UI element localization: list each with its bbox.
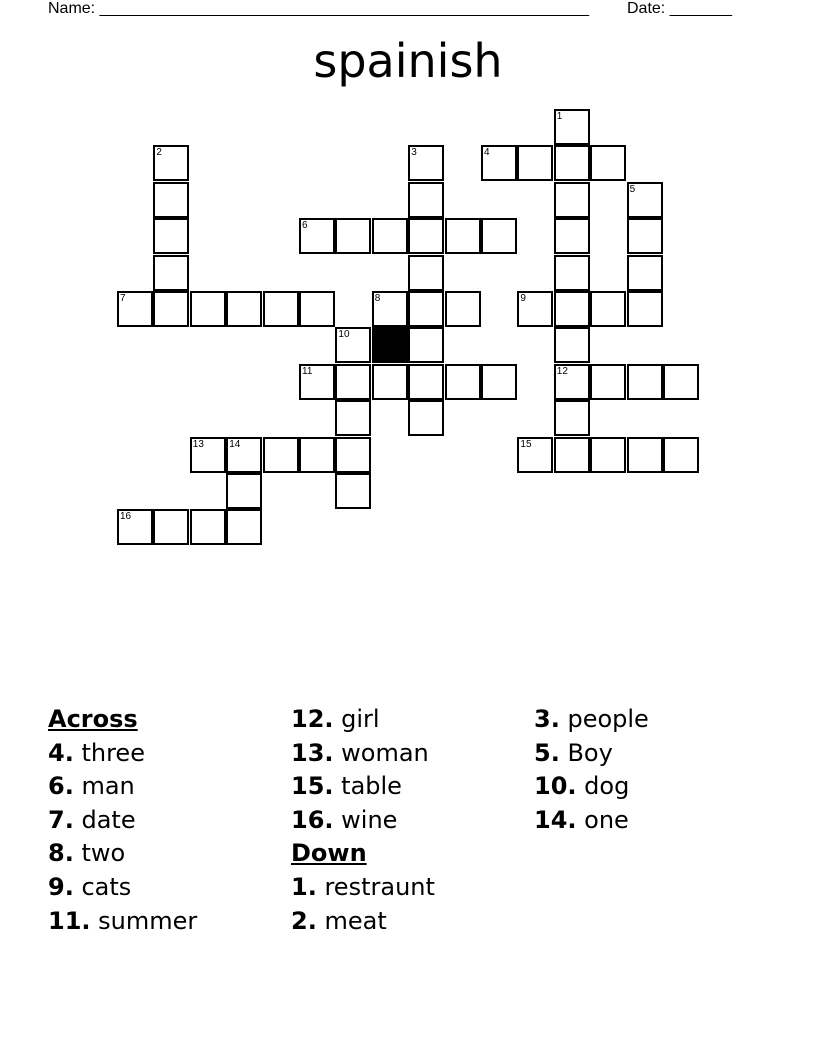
- grid-cell[interactable]: [190, 291, 226, 327]
- clue-number: 2: [156, 147, 162, 159]
- clue-across-7: 7. date: [48, 805, 136, 834]
- clue-down-5: 5. Boy: [534, 738, 613, 767]
- grid-cell[interactable]: [408, 145, 444, 181]
- grid-cell[interactable]: [517, 145, 553, 181]
- clue-number: 13: [192, 438, 204, 450]
- clue-number: 15: [520, 438, 532, 450]
- grid-cell[interactable]: [299, 291, 335, 327]
- grid-cell[interactable]: [408, 327, 444, 363]
- clue-number: 4: [484, 147, 490, 159]
- grid-cell[interactable]: [408, 400, 444, 436]
- grid-cell[interactable]: [554, 400, 590, 436]
- across-heading: Across: [48, 705, 138, 733]
- grid-cell[interactable]: [372, 218, 408, 254]
- grid-block: [372, 327, 408, 363]
- grid-cell[interactable]: [590, 364, 626, 400]
- grid-cell[interactable]: [445, 291, 481, 327]
- clue-across-12: 12. girl: [291, 705, 380, 733]
- clue-down-10: 10. dog: [534, 772, 630, 801]
- grid-cell[interactable]: [335, 473, 371, 509]
- clue-number: 1: [556, 111, 563, 122]
- grid-cell[interactable]: [226, 473, 262, 509]
- clue-across-6: 6. man: [48, 772, 135, 801]
- clue-across-11: 11. summer: [48, 906, 198, 935]
- grid-cell[interactable]: [627, 291, 663, 327]
- grid-cell[interactable]: [408, 291, 444, 327]
- clue-number: 16: [120, 511, 132, 523]
- grid-cell[interactable]: [335, 218, 371, 254]
- grid-cell[interactable]: [627, 364, 663, 400]
- clue-number: 6: [302, 220, 308, 232]
- clue-number: 8: [374, 293, 381, 304]
- grid-cell[interactable]: [153, 145, 189, 181]
- grid-cell[interactable]: [299, 364, 335, 400]
- grid-cell[interactable]: [372, 364, 408, 400]
- grid-cell[interactable]: [554, 327, 590, 363]
- grid-cell[interactable]: [445, 218, 481, 254]
- clue-column-1: [48, 703, 197, 938]
- grid-cell[interactable]: [408, 182, 444, 218]
- grid-cell[interactable]: [554, 145, 590, 181]
- grid-cell[interactable]: [226, 437, 262, 473]
- clue-column-3: [534, 703, 649, 837]
- grid-cell[interactable]: [627, 437, 663, 473]
- grid-cell[interactable]: [590, 145, 626, 181]
- grid-cell[interactable]: [299, 218, 335, 254]
- grid-cell[interactable]: [627, 255, 663, 291]
- grid-cell[interactable]: [554, 255, 590, 291]
- grid-cell[interactable]: [190, 509, 226, 545]
- grid-cell[interactable]: [117, 509, 153, 545]
- clue-number: 14: [229, 438, 241, 450]
- grid-cell[interactable]: [554, 109, 590, 145]
- grid-cell[interactable]: [517, 437, 553, 473]
- grid-cell[interactable]: [408, 364, 444, 400]
- clue-across-15: 15. table: [291, 772, 402, 801]
- grid-cell[interactable]: [263, 291, 299, 327]
- grid-cell[interactable]: [590, 437, 626, 473]
- clue-down-3: 3. people: [534, 705, 649, 733]
- date-field: Date: _______: [627, 0, 732, 17]
- puzzle-title: spainish: [313, 34, 503, 88]
- grid-cell[interactable]: [226, 291, 262, 327]
- grid-cell[interactable]: [153, 509, 189, 545]
- grid-cell[interactable]: [554, 182, 590, 218]
- grid-cell[interactable]: [299, 437, 335, 473]
- grid-cell[interactable]: [226, 509, 262, 545]
- name-field: Name: _______________________________________________________: [48, 0, 589, 17]
- grid-cell[interactable]: [590, 291, 626, 327]
- clue-down-1: 1. restraunt: [291, 872, 435, 901]
- grid-cell[interactable]: [153, 182, 189, 218]
- clue-number: 12: [556, 365, 568, 377]
- grid-cell[interactable]: [663, 364, 699, 400]
- down-heading: Down: [291, 839, 367, 868]
- clue-number: 7: [120, 293, 126, 304]
- grid-cell[interactable]: [372, 291, 408, 327]
- grid-cell[interactable]: [445, 364, 481, 400]
- grid-cell[interactable]: [554, 291, 590, 327]
- clue-column-2: [291, 703, 435, 938]
- grid-cell[interactable]: [263, 437, 299, 473]
- grid-cell[interactable]: [408, 218, 444, 254]
- clue-number: 3: [411, 147, 417, 159]
- grid-cell[interactable]: [335, 327, 371, 363]
- grid-cell[interactable]: [153, 218, 189, 254]
- clue-across-4: 4. three: [48, 738, 145, 767]
- grid-cell[interactable]: [335, 437, 371, 473]
- grid-cell[interactable]: [663, 437, 699, 473]
- clue-down-14: 14. one: [534, 805, 629, 834]
- grid-cell[interactable]: [481, 145, 517, 181]
- grid-cell[interactable]: [117, 291, 153, 327]
- grid-cell[interactable]: [335, 400, 371, 436]
- grid-cell[interactable]: [408, 255, 444, 291]
- grid-cell[interactable]: [190, 437, 226, 473]
- clue-number: 5: [629, 183, 636, 195]
- clue-across-16: 16. wine: [291, 805, 398, 834]
- clue-across-9: 9. cats: [48, 872, 132, 901]
- clue-number: 11: [302, 365, 313, 377]
- grid-cell[interactable]: [627, 182, 663, 218]
- clue-across-13: 13. woman: [291, 738, 429, 767]
- clue-number: 10: [338, 329, 350, 341]
- grid-cell[interactable]: [481, 218, 517, 254]
- grid-cell[interactable]: [481, 364, 517, 400]
- grid-cell[interactable]: [517, 291, 553, 327]
- grid-cell[interactable]: [554, 437, 590, 473]
- clue-down-2: 2. meat: [291, 906, 387, 935]
- grid-cell[interactable]: [153, 255, 189, 291]
- grid-cell[interactable]: [627, 218, 663, 254]
- grid-cell[interactable]: [554, 218, 590, 254]
- grid-cell[interactable]: [554, 364, 590, 400]
- grid-cell[interactable]: [335, 364, 371, 400]
- grid-cell[interactable]: [153, 291, 189, 327]
- clue-across-8: 8. two: [48, 839, 126, 868]
- clue-number: 9: [520, 293, 526, 304]
